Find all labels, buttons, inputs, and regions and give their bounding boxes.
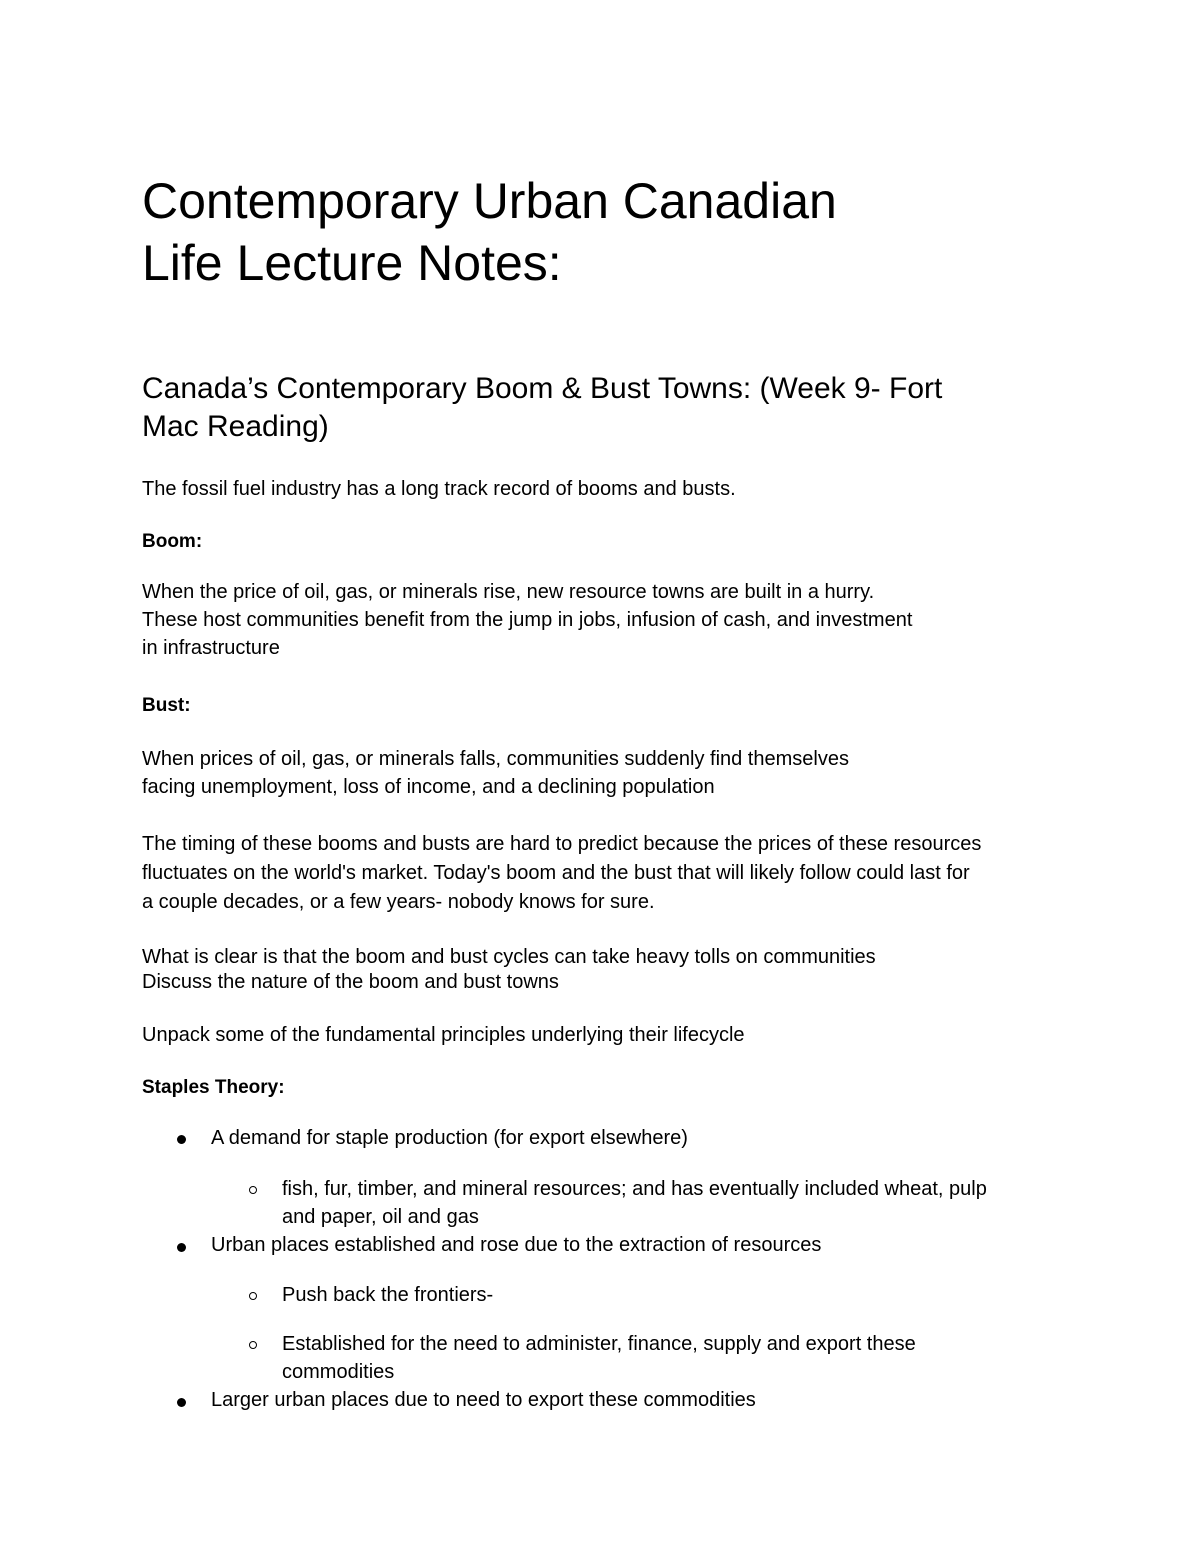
- title-line-1: Contemporary Urban Canadian: [142, 173, 837, 229]
- bust-line-1: When prices of oil, gas, or minerals falls, communities suddenly find themselves: [142, 748, 849, 770]
- timing-line-2: fluctuates on the world's market. Today's boom and the bust that will likely follow could last for: [142, 862, 970, 884]
- document-title: [142, 170, 1042, 294]
- bullet-circle-icon: [249, 1292, 257, 1300]
- sub-item-line-2: commodities: [282, 1361, 395, 1383]
- sub-item-line-2: and paper, oil and gas: [282, 1206, 479, 1228]
- section-heading-line-1: Canada’s Contemporary Boom & Bust Towns: (Week 9- Fort: [142, 372, 943, 405]
- bullet-circle-icon: [249, 1341, 257, 1349]
- staples-theory-label: Staples Theory:: [142, 1077, 285, 1098]
- boom-line-1: When the price of oil, gas, or minerals rise, new resource towns are built in a hurry.: [142, 581, 875, 603]
- bust-paragraph: [142, 745, 1082, 801]
- bullet-disc-icon: [177, 1398, 186, 1407]
- boom-paragraph: [142, 578, 1082, 662]
- section-heading-line-2: Mac Reading): [142, 410, 329, 443]
- clear-paragraph: [142, 945, 1082, 995]
- bust-label: Bust:: [142, 695, 191, 716]
- title-line-2: Life Lecture Notes:: [142, 235, 562, 291]
- sub-item-line-1: Established for the need to administer, finance, supply and export these: [282, 1333, 916, 1355]
- clear-line-1: What is clear is that the boom and bust cycles can take heavy tolls on communities: [142, 946, 876, 968]
- sub-list-item: [282, 1330, 916, 1386]
- bullet-disc-icon: [177, 1135, 186, 1144]
- timing-paragraph: [142, 830, 1082, 917]
- boom-label: Boom:: [142, 531, 203, 552]
- sub-list-item: [282, 1281, 493, 1309]
- unpack-paragraph: Unpack some of the fundamental principles underlying their lifecycle: [142, 1024, 745, 1046]
- bullet-circle-icon: [249, 1186, 257, 1194]
- sub-item-line-1: Push back the frontiers-: [282, 1284, 494, 1306]
- timing-line-3: a couple decades, or a few years- nobody knows for sure.: [142, 891, 655, 913]
- bust-line-2: facing unemployment, loss of income, and a declining population: [142, 776, 715, 798]
- boom-line-3: in infrastructure: [142, 637, 280, 659]
- clear-line-2: Discuss the nature of the boom and bust towns: [142, 971, 559, 993]
- timing-line-1: The timing of these booms and busts are hard to predict because the prices of these resources: [142, 833, 982, 855]
- list-item: Larger urban places due to need to export these commodities: [211, 1389, 756, 1411]
- sub-item-line-1: fish, fur, timber, and mineral resources; and has eventually included wheat, pulp: [282, 1178, 987, 1200]
- boom-line-2: These host communities benefit from the jump in jobs, infusion of cash, and investment: [142, 609, 913, 631]
- bullet-disc-icon: [177, 1243, 186, 1252]
- section-heading: [142, 370, 1042, 446]
- intro-paragraph: The fossil fuel industry has a long track record of booms and busts.: [142, 478, 736, 500]
- sub-list-item: [282, 1175, 987, 1231]
- list-item: Urban places established and rose due to the extraction of resources: [211, 1234, 822, 1256]
- list-item: A demand for staple production (for export elsewhere): [211, 1127, 688, 1149]
